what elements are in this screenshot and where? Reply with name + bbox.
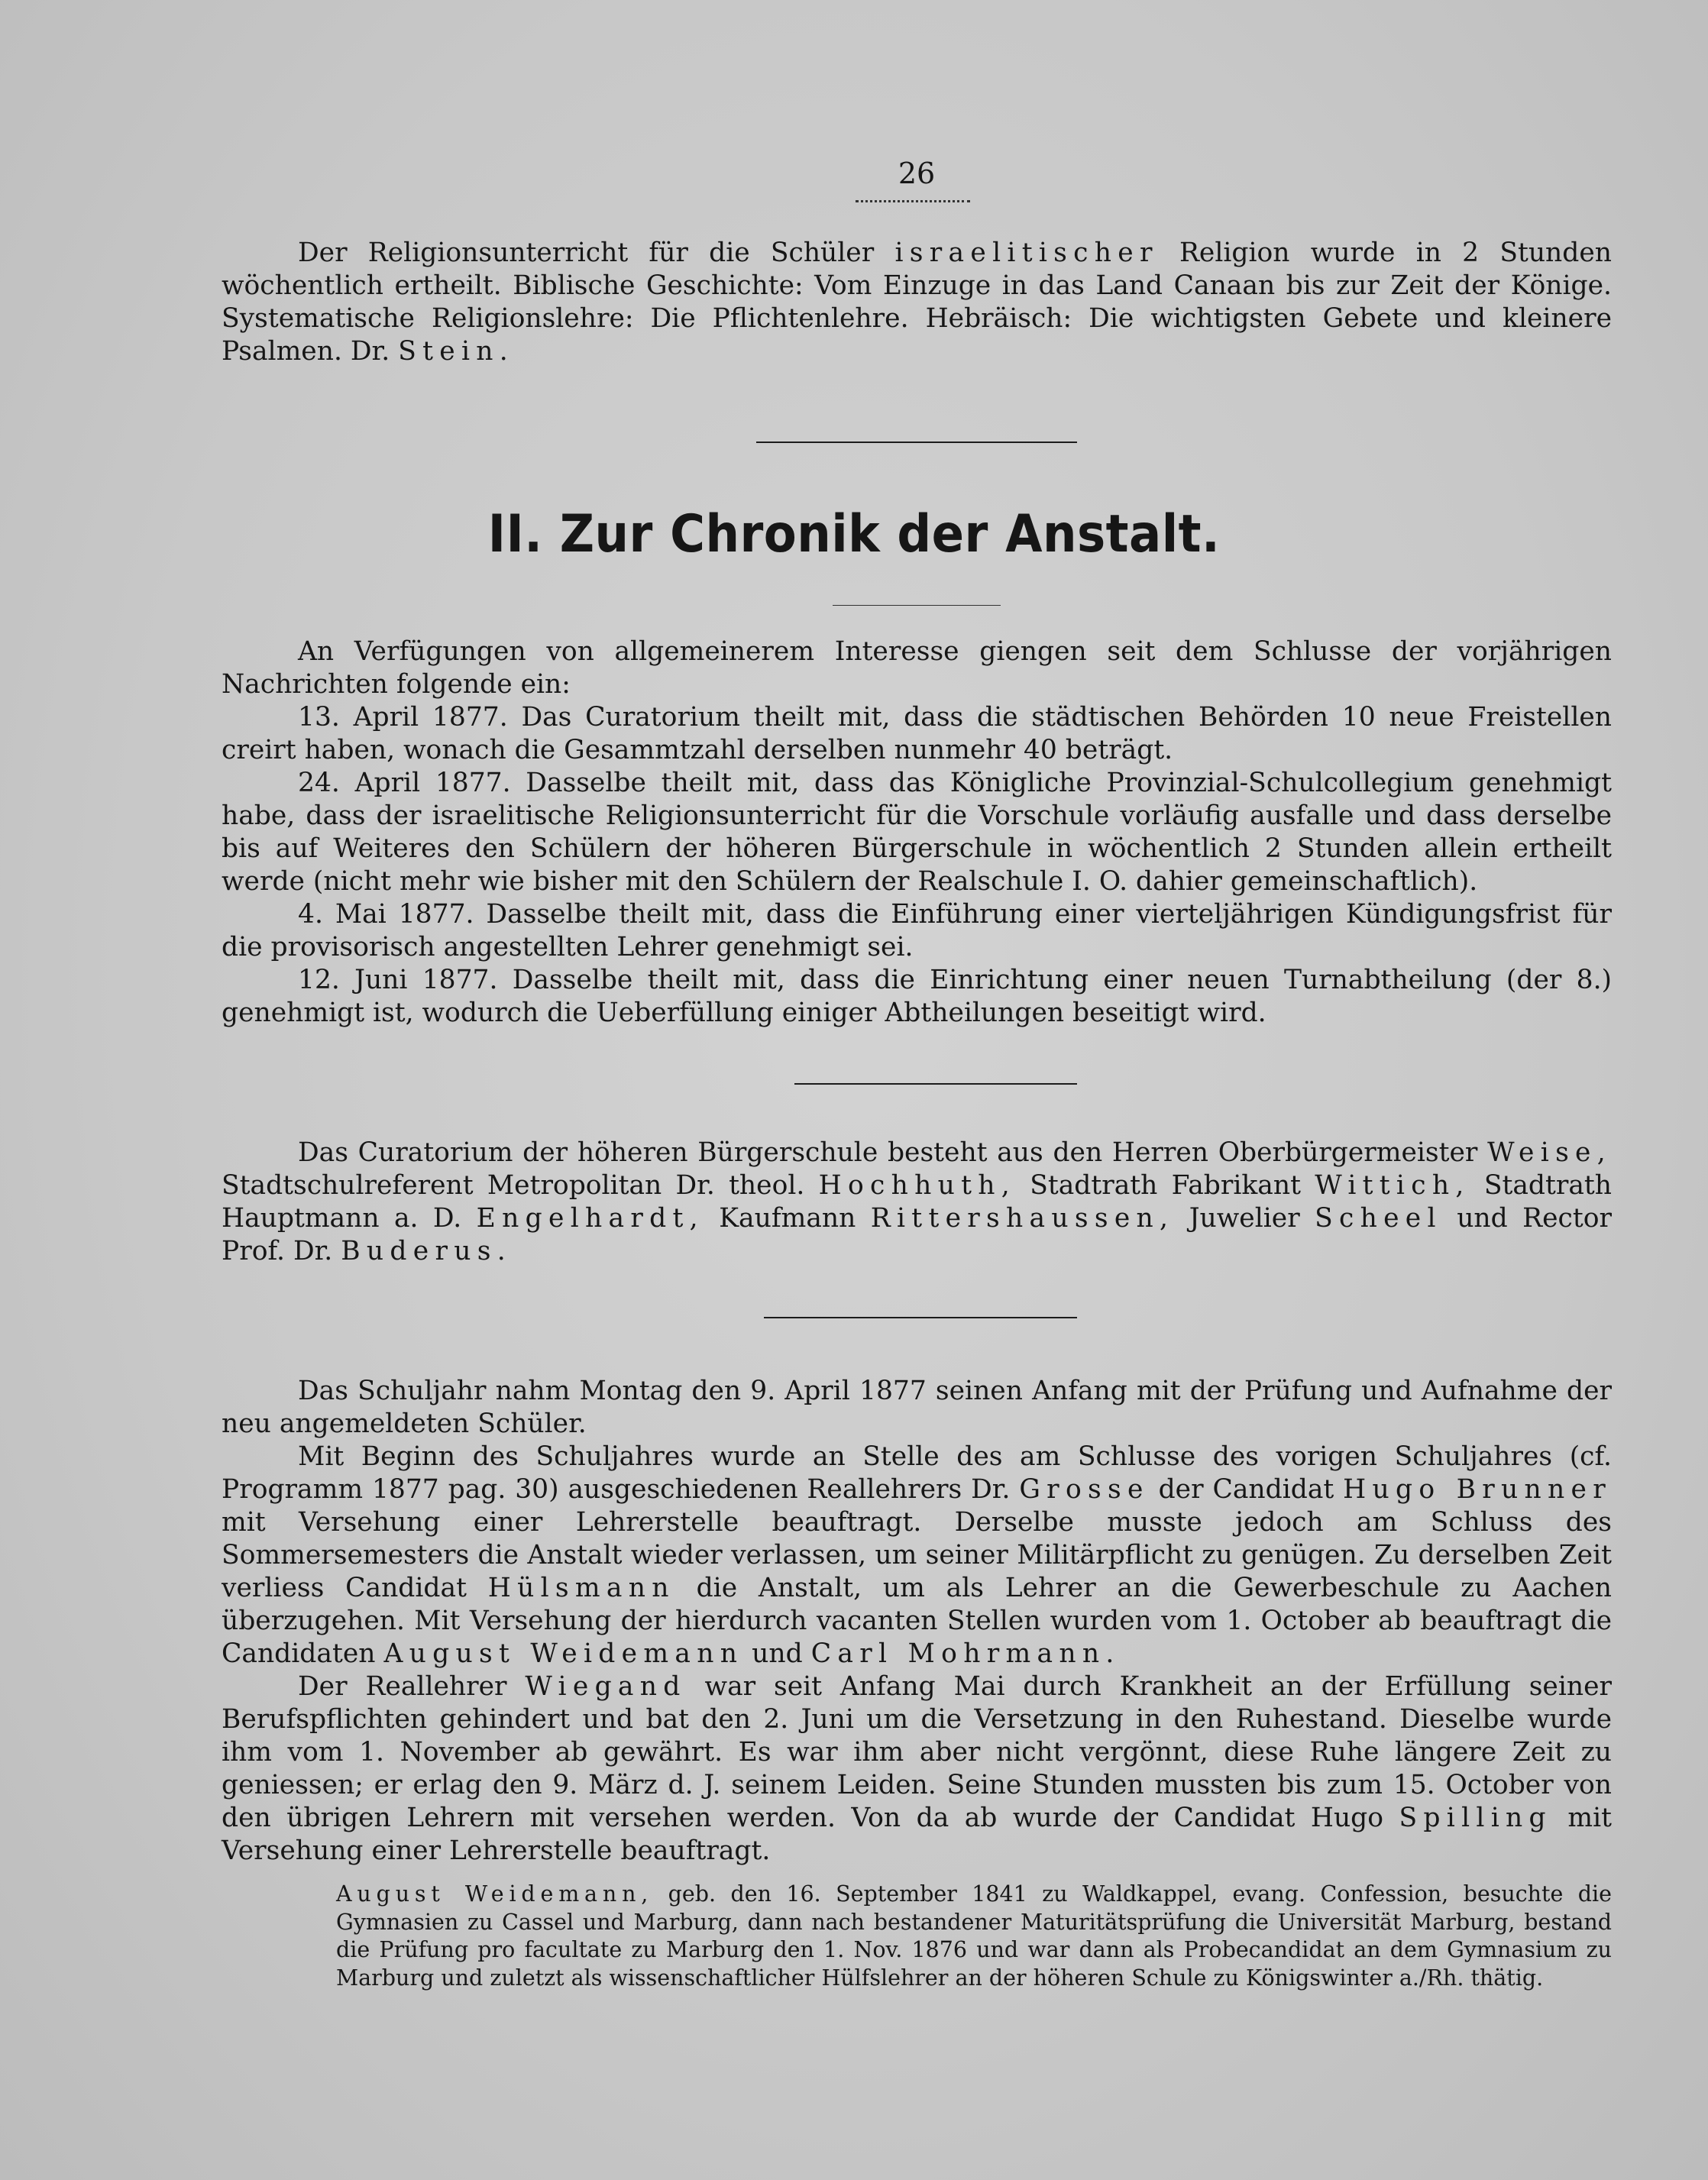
divider-rule <box>794 1083 1077 1085</box>
text-run: Mit Beginn des Schuljahres wurde an Stelle des am Schlusse des vorigen Schuljahres (cf. Programm 1877 pag. 30) ausgeschiedenen Reallehrers Dr. <box>222 1441 1612 1505</box>
divider-rule <box>756 441 1077 443</box>
school-year-block <box>222 1375 1612 1868</box>
staff-change-paragraph <box>222 1441 1612 1671</box>
text-run: Juwelier <box>1174 1203 1315 1234</box>
person-name: Hochhuth, <box>818 1170 1016 1201</box>
text-run: die Anstalt, um als Lehrer an die Gewerbeschule zu Aachen überzugehen. Mit Versehung der hierdurch vacanten Stellen wurden vom 1. October ab beauftragt die Candidaten <box>222 1573 1612 1669</box>
person-name: Rittershaussen, <box>870 1203 1175 1234</box>
person-name: Buderus. <box>341 1236 512 1266</box>
decrees-block <box>222 636 1612 1030</box>
decrees-intro: An Verfügungen von allgemeinerem Interesse giengen seit dem Schlusse der vorjährigen Nachrichten folgende ein: <box>222 636 1612 700</box>
decree-item: 24. April 1877. Dasselbe theilt mit, dass das Königliche Provinzial-Schulcollegium genehmigt habe, dass der israelitische Religionsunterricht für die Vorschule vorläufig ausfalle und dass derselbe bis auf Weiteres den Schülern der höheren Bürgerschule in wöchentlich 2 Stunden allein ertheilt werde (nicht mehr wie bisher mit den Schülern der Realschule I. O. dahier gemeinschaftlich). <box>222 768 1612 897</box>
text-run: Kaufmann <box>704 1203 871 1234</box>
text-run: Stadtschulreferent Metropolitan Dr. theol. <box>222 1170 819 1201</box>
decree-item: 4. Mai 1877. Dasselbe theilt mit, dass die Einführung einer vierteljährigen Kündigungsfrist für die provisorisch angestellten Lehrer genehmigt sei. <box>222 899 1612 962</box>
decree-item: 12. Juni 1877. Dasselbe theilt mit, dass die Einrichtung einer neuen Turnabtheilung (der 8.) genehmigt ist, wodurch die Ueberfüllung einiger Abtheilungen beseitigt wird. <box>222 965 1612 1028</box>
person-name: August Weidemann <box>383 1638 744 1669</box>
text-run: Das Curatorium der höheren Bürgerschule besteht aus den Herren Oberbürgermeister <box>298 1137 1488 1168</box>
section-heading: II. Zur Chronik der Anstalt. <box>487 504 1221 564</box>
person-name: Spilling <box>1399 1803 1552 1833</box>
person-name: Grosse <box>1019 1474 1150 1505</box>
text-run: mit Versehung einer Lehrerstelle beauftragt. <box>222 1803 1612 1866</box>
text-run: Religion wurde in 2 Stunden wöchentlich ertheilt. Biblische Geschichte: Vom Einzuge in das Land Canaan bis zur Zeit der Könige. Systematische Religionslehre: Die Pflichtenlehre. Hebräisch: Die wichtigsten Gebete und kleinere Psalmen. Dr. <box>222 238 1612 367</box>
person-name: Scheel <box>1315 1203 1442 1234</box>
curatorium-block <box>222 1137 1612 1268</box>
religion-paragraph-block <box>222 237 1612 368</box>
person-name: Weise, <box>1487 1137 1612 1168</box>
person-name: Wiegand <box>525 1671 687 1702</box>
person-name: Carl Mohrmann. <box>810 1638 1121 1669</box>
person-name: August Weidemann, <box>336 1881 654 1907</box>
divider-rule <box>764 1317 1077 1318</box>
retirement-paragraph <box>222 1671 1612 1868</box>
spaced-term: israelitischer <box>894 238 1159 268</box>
text-run: mit Versehung einer Lehrerstelle beauftragt. Derselbe musste jedoch am Schluss des Sommersemesters die Anstalt wieder verlassen, um seiner Militärpflicht zu genügen. Zu derselben Zeit verliess Candidat <box>222 1507 1612 1603</box>
school-year-paragraph: Das Schuljahr nahm Montag den 9. April 1877 seinen Anfang mit der Prüfung und Aufnahme der neu angemeldeten Schüler. <box>222 1376 1612 1439</box>
footnote <box>336 1881 1612 1992</box>
text-run: Der Religionsunterricht für die Schüler <box>298 238 895 268</box>
person-name: Hülsmann <box>487 1573 675 1603</box>
heading-underline-rule <box>833 605 1001 606</box>
text-run: war seit Anfang Mai durch Krankheit an der Erfüllung seiner Berufspflichten gehindert und bat den 2. Juni um die Versetzung in den Ruhestand. Dieselbe wurde ihm vom 1. November ab gewährt. Es war ihm aber nicht vergönnt, diese Ruhe längere Zeit zu geniessen; er erlag den 9. März d. J. seinem Leiden. Seine Stunden mussten bis zum 15. October von den übrigen Lehrern mit versehen werden. Von da ab wurde der Candidat Hugo <box>222 1671 1612 1833</box>
religion-paragraph <box>222 237 1612 368</box>
page-number-ornament <box>856 192 970 202</box>
footnote-block <box>336 1881 1612 1992</box>
person-name: Engelhardt, <box>476 1203 704 1234</box>
text-run: Stadtrath Fabrikant <box>1016 1170 1315 1201</box>
person-name: Hugo Brunner <box>1343 1474 1612 1505</box>
teacher-name: Stein. <box>398 336 515 367</box>
text-run: Stadtrath Hauptmann a. D. <box>222 1170 1612 1234</box>
text-run: geb. den 16. September 1841 zu Waldkappel, evang. Confession, besuchte die Gymnasien zu Cassel und Marburg, dann nach bestandener Maturitätsprüfung die Universität Marburg, bestand die Prüfung pro facultate zu Marburg den 1. Nov. 1876 und war dann als Probecandidat an dem Gymnasium zu Marburg und zuletzt als wissenschaftlicher Hülfslehrer an der höheren Schule zu Königswinter a./Rh. thätig. <box>336 1881 1612 1991</box>
text-run: und Rector Prof. Dr. <box>222 1203 1612 1266</box>
text-run: und <box>743 1638 811 1669</box>
page-number: 26 <box>898 157 936 190</box>
decree-item: 13. April 1877. Das Curatorium theilt mit, dass die städtischen Behörden 10 neue Freistellen creirt haben, wonach die Gesammtzahl derselben nunmehr 40 beträgt. <box>222 702 1612 765</box>
curatorium-paragraph <box>222 1137 1612 1268</box>
person-name: Wittich, <box>1315 1170 1470 1201</box>
text-run: der Candidat <box>1149 1474 1344 1505</box>
text-run: Der Reallehrer <box>298 1671 526 1702</box>
